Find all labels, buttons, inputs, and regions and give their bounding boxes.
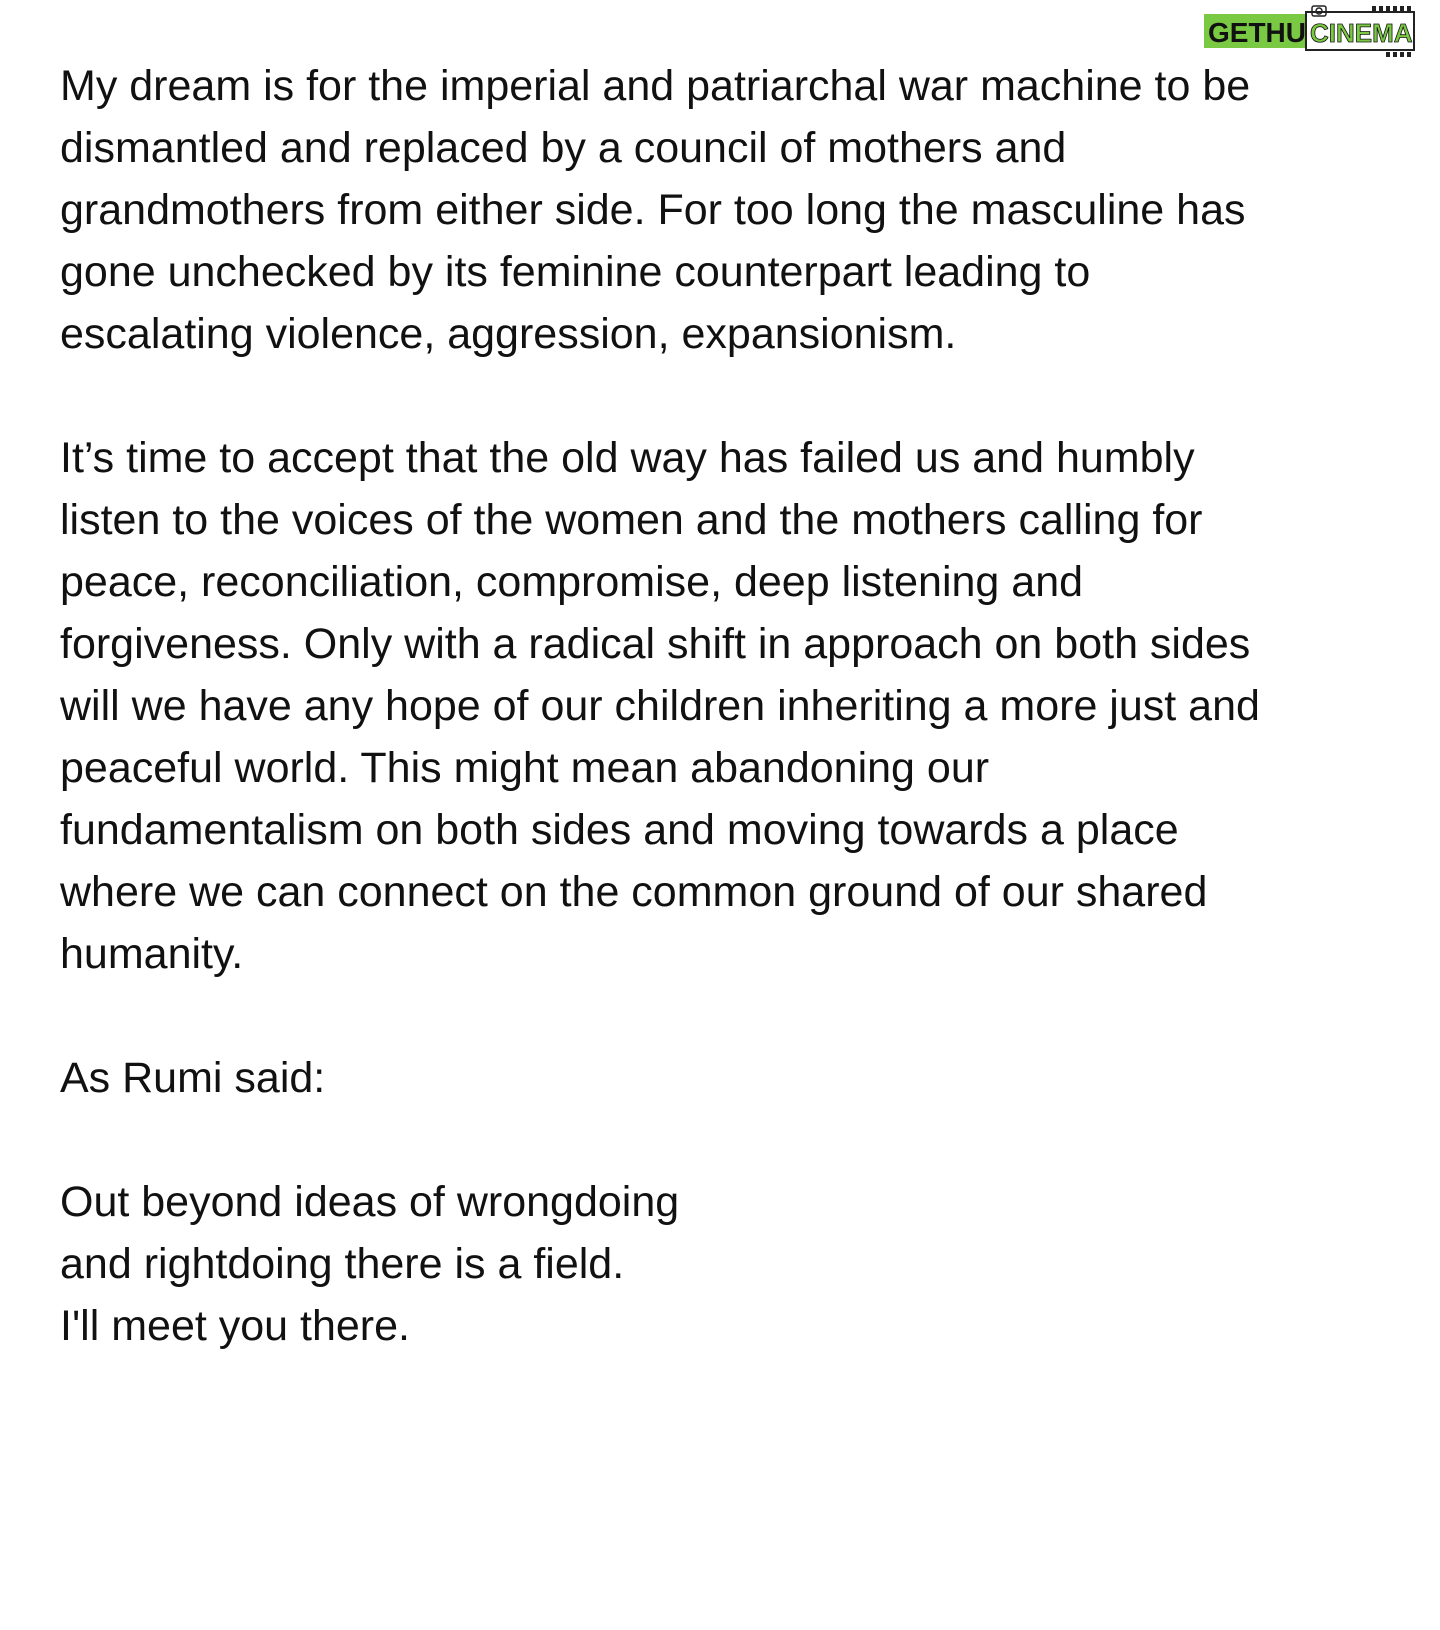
text-line: As Rumi said: xyxy=(60,1054,326,1102)
brand-right-text: CINEMA xyxy=(1310,18,1413,48)
text-line: listen to the voices of the women and the mothers calling for xyxy=(60,496,1203,544)
paragraph-1 xyxy=(60,55,1390,365)
text-line: I'll meet you there. xyxy=(60,1302,410,1350)
text-line: forgiveness. Only with a radical shift in approach on both sides xyxy=(60,620,1251,668)
text-line: and rightdoing there is a field. xyxy=(60,1240,625,1288)
text-line: dismantled and replaced by a council of mothers and xyxy=(60,124,1067,172)
text-line: fundamentalism on both sides and moving towards a place xyxy=(60,806,1179,854)
text-line: gone unchecked by its feminine counterpart leading to xyxy=(60,248,1091,296)
paragraph-spacer xyxy=(60,365,1390,427)
text-line: where we can connect on the common ground of our shared xyxy=(60,868,1208,916)
gethu-cinema-logo xyxy=(1196,2,1426,60)
text-line: Out beyond ideas of wrongdoing xyxy=(60,1178,680,1226)
text-line: escalating violence, aggression, expansionism. xyxy=(60,310,957,358)
text-line: peace, reconciliation, compromise, deep listening and xyxy=(60,558,1084,606)
text-line: humanity. xyxy=(60,930,244,978)
quote-rumi xyxy=(60,1171,1390,1357)
paragraph-spacer xyxy=(60,985,1390,1047)
text-line: It’s time to accept that the old way has failed us and humbly xyxy=(60,434,1195,482)
watermark-logo xyxy=(1196,2,1426,60)
brand-left-text: GETHU xyxy=(1208,17,1306,48)
paragraph-spacer xyxy=(60,1109,1390,1171)
paragraph-2 xyxy=(60,427,1390,985)
document-body xyxy=(60,55,1390,1357)
paragraph-3 xyxy=(60,1047,1390,1109)
text-line: grandmothers from either side. For too long the masculine has xyxy=(60,186,1246,234)
text-line: will we have any hope of our children inheriting a more just and xyxy=(60,682,1260,730)
text-line: My dream is for the imperial and patriarchal war machine to be xyxy=(60,62,1251,110)
text-line: peaceful world. This might mean abandoning our xyxy=(60,744,990,792)
